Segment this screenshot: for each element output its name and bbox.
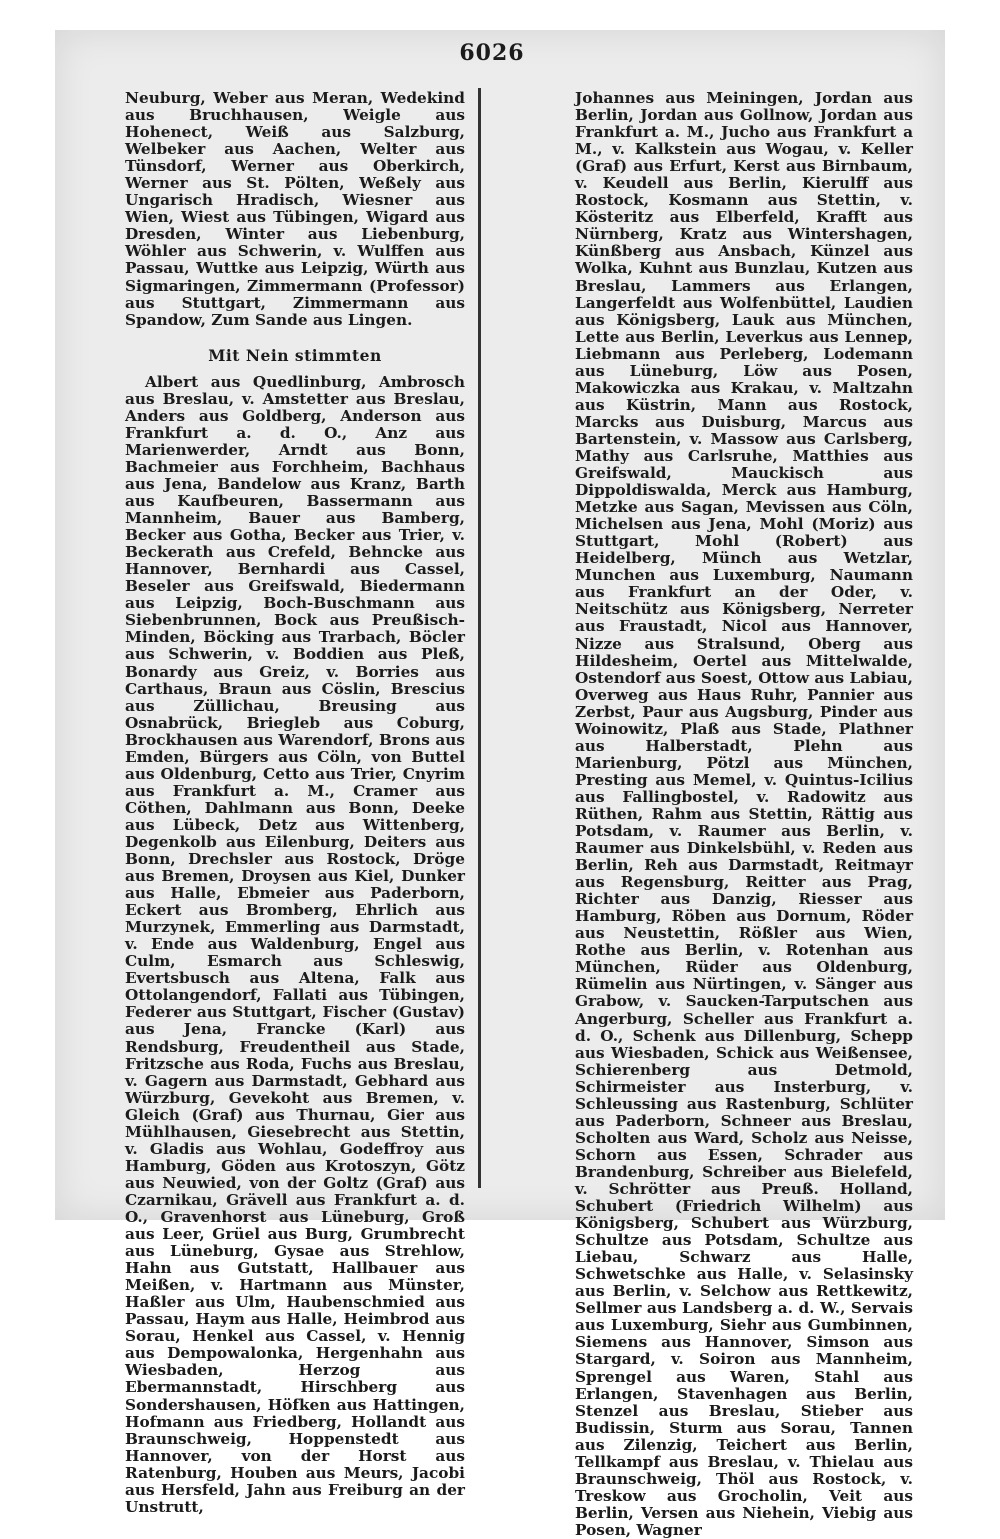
left-column <box>125 90 465 1516</box>
right-column <box>575 90 913 1539</box>
page-number: 6026 <box>459 40 525 66</box>
right-paragraph-nein-list: Johannes aus Meiningen, Jordan aus Berlin, Jordan aus Gollnow, Jordan aus Frankfurt a. M., Jucho aus Frankfurt a M., v. Kalkstein aus Wogau, v. Keller (Graf) aus Erfurt, Kerst aus Birnbaum, v. Keudell aus Berlin, Kierulff aus Rostock, Kosmann aus Stettin, v. Kösteritz aus Elberfeld, Krafft aus Nürnberg, Kratz aus Wintershagen, Künßberg aus Ansbach, Künzel aus Wolka, Kuhnt aus Bunzlau, Kutzen aus Breslau, Lammers aus Erlangen, Langerfeldt aus Wolfenbüttel, Laudien aus Königsberg, Lauk aus München, Lette aus Berlin, Leverkus aus Lennep, Liebmann aus Perleberg, Lodemann aus Lüneburg, Löw aus Posen, Makowiczka aus Krakau, v. Maltzahn aus Küstrin, Mann aus Rostock, Marcks aus Duisburg, Marcus aus Bartenstein, v. Massow aus Carlsberg, Mathy aus Carlsruhe, Matthies aus Greifswald, Mauckisch aus Dippoldiswalda, Merck aus Hamburg, Metzke aus Sagan, Mevissen aus Cöln, Michelsen aus Jena, Mohl (Moriz) aus Stuttgart, Mohl (Robert) aus Heidelberg, Münch aus Wetzlar, Munchen aus Luxemburg, Naumann aus Frankfurt an der Oder, v. Neitschütz aus Königsberg, Nerreter aus Fraustadt, Nicol aus Hannover, Nizze aus Stralsund, Oberg aus Hildesheim, Oertel aus Mittelwalde, Ostendorf aus Soest, Ottow aus Labiau, Overweg aus Haus Ruhr, Pannier aus Zerbst, Paur aus Augsburg, Pinder aus Woinowitz, Plaß aus Stade, Plathner aus Halberstadt, Plehn aus Marienburg, Pötzl aus München, Presting aus Memel, v. Quintus-Icilius aus Fallingbostel, v. Radowitz aus Rüthen, Rahm aus Stettin, Rättig aus Potsdam, v. Raumer aus Berlin, v. Raumer aus Dinkelsbühl, v. Reden aus Berlin, Reh aus Darmstadt, Reitmayr aus Regensburg, Reitter aus Prag, Richter aus Danzig, Riesser aus Hamburg, Röben aus Dornum, Röder aus Neustettin, Rößler aus Wien, Rothe aus Berlin, v. Rotenhan aus München, Rüder aus Oldenburg, Rümelin aus Nürtingen, v. Sänger aus Grabow, v. Saucken-Tarputschen aus Angerburg, Scheller aus Frankfurt a. d. O., Schenk aus Dillenburg, Schepp aus Wiesbaden, Schick aus Weißensee, Schierenberg aus Detmold, Schirmeister aus Insterburg, v. Schleussing aus Rastenburg, Schlüter aus Paderborn, Schneer aus Breslau, Scholten aus Ward, Scholz aus Neisse, Schorn aus Essen, Schrader aus Brandenburg, Schreiber aus Bielefeld, v. Schrötter aus Preuß. Holland, Schubert (Friedrich Wilhelm) aus Königsberg, Schubert aus Würzburg, Schultze aus Potsdam, Schultze aus Liebau, Schwarz aus Halle, Schwetschke aus Halle, v. Selasinsky aus Berlin, v. Selchow aus Rettkewitz, Sellmer aus Landsberg a. d. W., Servais aus Luxemburg, Siehr aus Gumbinnen, Siemens aus Hannover, Simson aus Stargard, v. Soiron aus Mannheim, Sprengel aus Waren, Stahl aus Erlangen, Stavenhagen aus Berlin, Stenzel aus Breslau, Stieber aus Budissin, Sturm aus Sorau, Tannen aus Zilenzig, Teichert aus Berlin, Tellkampf aus Breslau, v. Thielau aus Braunschweig, Thöl aus Rostock, v. Treskow aus Grocholin, Veit aus Berlin, Versen aus Niehein, Viebig aus Posen, Wagner <box>575 89 913 1539</box>
column-divider <box>478 88 481 1188</box>
section-heading: Mit Nein stimmten <box>208 345 382 365</box>
left-paragraph-nein-list: Albert aus Quedlinburg, Ambrosch aus Breslau, v. Amstetter aus Breslau, Anders aus Goldberg, Anderson aus Frankfurt a. d. O., Anz aus Marienwerder, Arndt aus Bonn, Bachmeier aus Forchheim, Bachhaus aus Jena, Bandelow aus Kranz, Barth aus Kaufbeuren, Bassermann aus Mannheim, Bauer aus Bamberg, Becker aus Gotha, Becker aus Trier, v. Beckerath aus Crefeld, Behncke aus Hannover, Bernhardi aus Cassel, Beseler aus Greifswald, Biedermann aus Leipzig, Boch-Buschmann aus Siebenbrunnen, Bock aus Preußisch-Minden, Böcking aus Trarbach, Böcler aus Schwerin, v. Boddien aus Pleß, Bonardy aus Greiz, v. Borries aus Carthaus, Braun aus Cöslin, Brescius aus Züllichau, Breusing aus Osnabrück, Briegleb aus Coburg, Brockhausen aus Warendorf, Brons aus Emden, Bürgers aus Cöln, von Buttel aus Oldenburg, Cetto aus Trier, Cnyrim aus Frankfurt a. M., Cramer aus Cöthen, Dahlmann aus Bonn, Deeke aus Lübeck, Detz aus Wittenberg, Degenkolb aus Eilenburg, Deiters aus Bonn, Drechsler aus Rostock, Dröge aus Bremen, Droysen aus Kiel, Dunker aus Halle, Ebmeier aus Paderborn, Eckert aus Bromberg, Ehrlich aus Murzynek, Emmerling aus Darmstadt, v. Ende aus Waldenburg, Engel aus Culm, Esmarch aus Schleswig, Evertsbusch aus Altena, Falk aus Ottolangendorf, Fallati aus Tübingen, Federer aus Stuttgart, Fischer (Gustav) aus Jena, Francke (Karl) aus Rendsburg, Freudentheil aus Stade, Fritzsche aus Roda, Fuchs aus Breslau, v. Gagern aus Darmstadt, Gebhard aus Würzburg, Gevekoht aus Bremen, v. Gleich (Graf) aus Thurnau, Gier aus Mühlhausen, Giesebrecht aus Stettin, v. Gladis aus Wohlau, Godeffroy aus Hamburg, Göden aus Krotoszyn, Götz aus Neuwied, von der Goltz (Graf) aus Czarnikau, Grävell aus Frankfurt a. d. O., Gravenhorst aus Lüneburg, Groß aus Leer, Grüel aus Burg, Grumbrecht aus Lüneburg, Gysae aus Strehlow, Hahn aus Gutstatt, Hallbauer aus Meißen, v. Hartmann aus Münster, Haßler aus Ulm, Haubenschmied aus Passau, Haym aus Halle, Heimbrod aus Sorau, Henkel aus Cassel, v. Hennig aus Dempowalonka, Hergenhahn aus Wiesbaden, Herzog aus Ebermannstadt, Hirschberg aus Sondershausen, Höfken aus Hattingen, Hofmann aus Friedberg, Hollandt aus Braunschweig, Hoppenstedt aus Hannover, von der Horst aus Ratenburg, Houben aus Meurs, Jacobi aus Hersfeld, Jahn aus Freiburg an der Unstrutt, <box>125 372 465 1516</box>
left-paragraph-continuation: Neuburg, Weber aus Meran, Wedekind aus Bruchhausen, Weigle aus Hohenect, Weiß aus Salzburg, Welbeker aus Aachen, Welter aus Tünsdorf, Werner aus Oberkirch, Werner aus St. Pölten, Weßely aus Ungarisch Hradisch, Wiesner aus Wien, Wiest aus Tübingen, Wigard aus Dresden, Winter aus Liebenburg, Wöhler aus Schwerin, v. Wulffen aus Passau, Wuttke aus Leipzig, Würth aus Sigmaringen, Zimmermann (Professor) aus Stuttgart, Zimmermann aus Spandow, Zum Sande aus Lingen. <box>125 89 465 329</box>
bleed-through-right <box>500 85 560 1185</box>
bleed-through-left <box>55 85 105 1185</box>
